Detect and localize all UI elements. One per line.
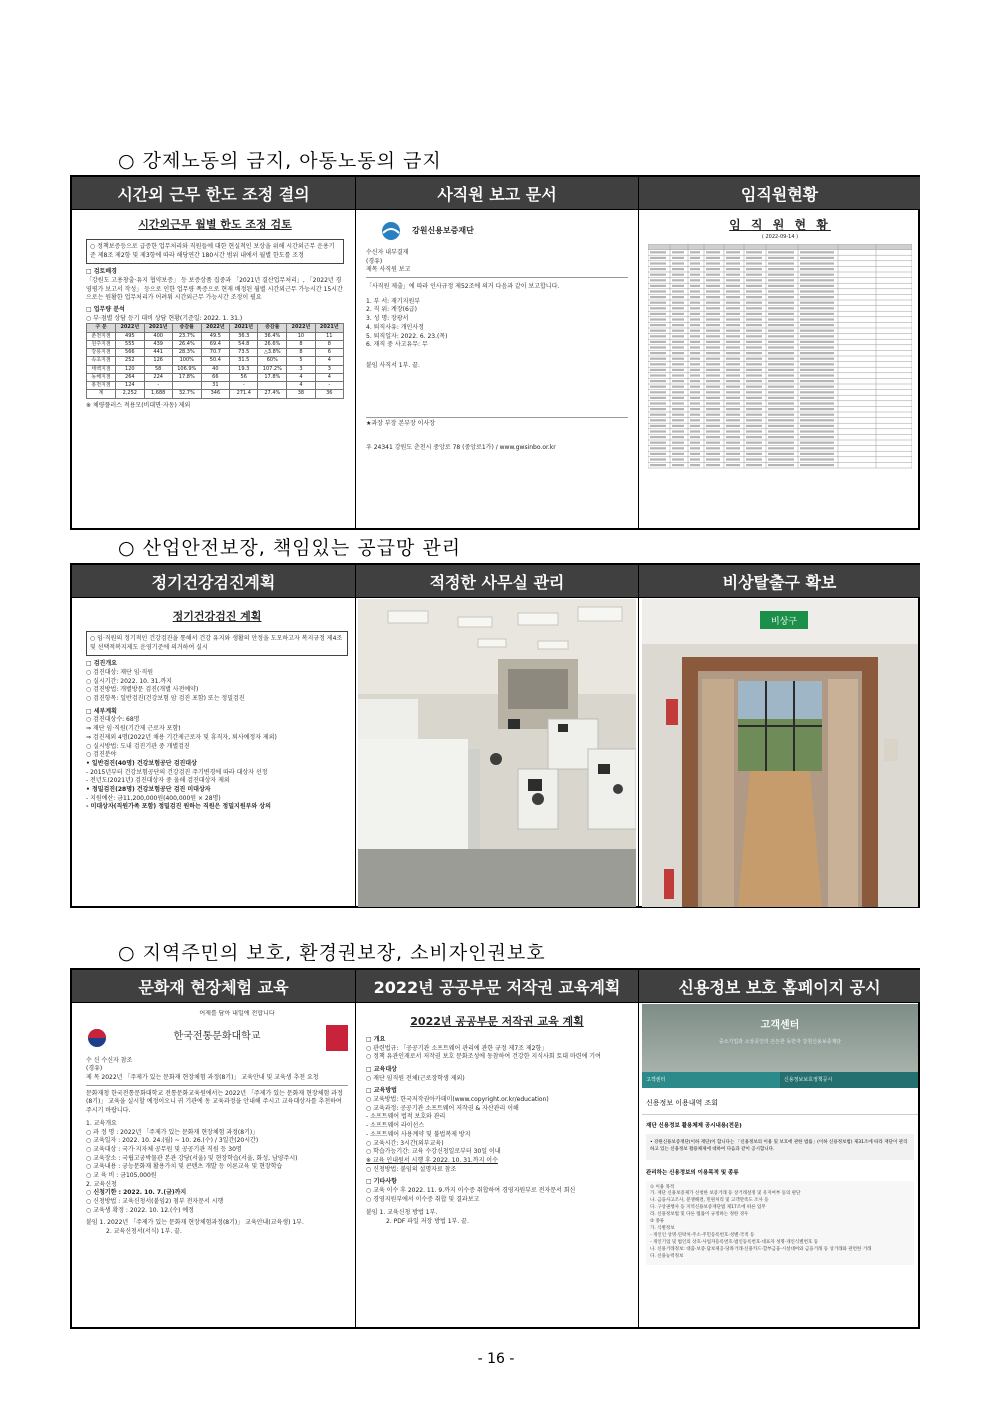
table-row	[87, 365, 344, 373]
table-cell: -	[230, 382, 258, 390]
table-cell: 4	[315, 373, 343, 381]
table-cell: 23.7%	[172, 332, 201, 340]
table-cell: 속초지점	[87, 357, 116, 365]
credit-line: 나. 신용거래정보: 대출·보증·담보제공·당좌거래·신용카드·할부금융·시설대여와 금융거래 등 상거래와 관련한 거래	[650, 1247, 872, 1253]
credit-nav-policy[interactable]: 신용정보보호정책공시	[780, 1072, 918, 1088]
copyright-s3-item: ○ 교육시간: 3시간(외부교육)	[366, 1139, 444, 1147]
evidence-table-1	[70, 175, 920, 530]
copyright-document	[366, 1014, 628, 1326]
overtime-title: 시간외근무 월별 한도 조정 검토	[138, 218, 292, 231]
credit-line: 가. 재단 신용보증제가 신청한 보증거래 등 상거래설정 및 유지여부 등의 판단	[650, 1191, 801, 1197]
copyright-s3-item: ○ 신청방법: 붙임의 설명자료 참조	[366, 1165, 457, 1173]
credit-line: 다. 신용능력정보	[650, 1254, 684, 1260]
table-cell: 강릉지점	[87, 349, 116, 357]
health-s2-item: - 전년도(2021년) 검진대상자 중 올해 검진대상자 제외	[86, 777, 230, 785]
table-header: 2022년	[116, 324, 144, 332]
culture-item: ○ 교육대상 : 국가·지자체 공무원 및 공공기관 직원 등 30명	[86, 1145, 242, 1153]
overtime-note: ※ 체량플러스 적용모(비대면·자동) 제외	[86, 401, 191, 409]
table-cell: 1,688	[144, 390, 172, 398]
table-cell: 58	[144, 365, 172, 373]
table-cell: 17.8%	[172, 373, 201, 381]
section-title-2: ○ 산업안전보장, 책임있는 공급망 관리	[118, 537, 462, 559]
health-s2-item: ○ 검진분야	[86, 751, 117, 759]
table-cell: 38	[287, 390, 315, 398]
overtime-document	[86, 217, 344, 525]
table-cell: 6	[315, 349, 343, 357]
health-s2-item: - 지원예산: 금11,200,000원(400,000원 × 28명)	[86, 794, 221, 802]
table-cell: 555	[116, 340, 144, 348]
resign-item: 5. 퇴직일자: 2022. 6. 23.(목)	[366, 332, 448, 340]
culture-item: ○ 교육내용 : 궁능문화재 활용가치 및 콘텐츠 개발 등 이론교육 및 현장학습	[86, 1163, 283, 1171]
table-cell: 27.4%	[258, 390, 287, 398]
overtime-s1: □ 검토배경	[86, 268, 117, 276]
credit-line: 다. 구상권행사 등 지역신용보증재단법 제17조에 따른 업무	[650, 1205, 766, 1211]
culture-item: 2. 교육신청	[86, 1180, 117, 1188]
credit-line: 가. 식별정보	[650, 1226, 675, 1232]
table-cell: 107.2%	[258, 365, 287, 373]
resign-signers: ★과장 부장 본부장 이사장	[366, 417, 628, 429]
table-row	[87, 340, 344, 348]
staff-roster-table	[648, 244, 912, 474]
table-cell: △3.8%	[258, 349, 287, 357]
table-header: 구 분	[87, 324, 116, 332]
table-cell: 73.5	[230, 349, 258, 357]
header-culture: 문화재 현장체험 교육	[72, 970, 355, 1002]
table-cell: 439	[144, 340, 172, 348]
credit-notice-box: • 강원신용보증재단(이하 재단)이 합니다는 「신용정보의 이용 및 보호에 관한 법률」(이하 신용정보법) 제31조에 따라 재단이 관리하고 있는 신용정보 활용체제에 대하여 다음과 같이 공시합니다.	[646, 1134, 914, 1160]
foundation-logo-icon	[378, 221, 404, 241]
table-cell: -	[315, 382, 343, 390]
resign-recipient: 수신자 내부결재	[366, 249, 409, 256]
table-cell: 36	[315, 390, 343, 398]
copyright-s3-item: ○ 교육방법: 한국저작권아카데미(www.copyright.or.kr/education)	[366, 1096, 549, 1104]
table-cell: 252	[116, 357, 144, 365]
table-cell: 66	[201, 373, 229, 381]
table-cell: 2,252	[116, 390, 144, 398]
credit-heading: 신용정보 이용내역 조회	[642, 1088, 918, 1115]
copyright-title: 2022년 공공부문 저작권 교육 계획	[410, 1015, 584, 1028]
exit-sign: 비상구	[770, 617, 798, 627]
copyright-s3-item: ○ 학습가능기간: 교육 수강신청일로부터 30일 이내	[366, 1148, 501, 1156]
copyright-s3-item: - 소프트웨어 법적 보호와 관리	[366, 1113, 446, 1121]
table-cell: 346	[201, 390, 229, 398]
copyright-s2-item: ○ 재단 임직원 전체(근로장학생 제외)	[366, 1074, 465, 1082]
overtime-table	[86, 323, 344, 398]
table-cell: 32.7%	[172, 390, 201, 398]
table-row	[87, 373, 344, 381]
header-office: 적정한 사무실 관리	[356, 565, 638, 597]
table-cell: 56	[230, 373, 258, 381]
table-cell: 춘천지점	[87, 332, 116, 340]
credit-h2: 관리하는 신용정보의 이용목적 및 종류	[646, 1169, 739, 1176]
table-header: 증감률	[172, 324, 201, 332]
credit-banner	[642, 1004, 918, 1072]
culture-item: ○ 교 육 비 : 금105,000원	[86, 1171, 157, 1179]
header-resign: 사직원 보고 문서	[356, 177, 638, 209]
table-header: 2022년	[201, 324, 229, 332]
culture-item: ○ 과 정 명 : 2022년 「주제가 있는 문화재 현장체험 과정(8기)」	[86, 1128, 259, 1136]
table-cell	[172, 382, 201, 390]
table-cell: 224	[144, 373, 172, 381]
resign-intro: 「사직원 제출」에 따라 인사규정 제52조에 의거 다음과 같이 보고합니다.	[366, 283, 560, 291]
staff-title: 임 직 원 현 황	[729, 218, 831, 232]
table-cell: 8	[287, 349, 315, 357]
credit-homepage-screenshot	[642, 1004, 918, 1328]
gov-logo-icon	[86, 1027, 108, 1049]
resign-item: 4. 퇴직사유: 개인사정	[366, 323, 424, 331]
culture-school: 한국전통문화대학교	[173, 1031, 261, 1043]
table-cell: 106.9%	[172, 365, 201, 373]
health-s1-item: ○ 검진방법: 개별방문 검진(개별 사전예약)	[86, 686, 199, 694]
overtime-s1-body: 「강원도 고용창출·유지 협약보증」 등 보증상품 집중과 「2021년 결산업무처리」, 「2022년 경영평가 보고서 작성」 등으로 인한 업무량 폭증으로 현재 배정된 월별 시간외근무 가능시간 15시간으로는 원활한 업무처리가 어려워 시간외근무 가능시간 조정이 필요	[86, 277, 343, 302]
culture-attach: 붙임 1. 2022년 「주제가 있는 문화재 현장체험과정(8기)」 교육안내(교육생) 1부.	[86, 1219, 304, 1227]
credit-nav-customer[interactable]: 고객센터	[642, 1072, 780, 1088]
copyright-s4-item: ○ 경영지원부에서 이수증 취합 및 결과보고	[366, 1195, 480, 1203]
table-cell: 36.4%	[258, 332, 287, 340]
health-s2-item: ○ 실시방법: 도내 검진기관 중 개별검진	[86, 742, 190, 750]
table-cell: -	[144, 382, 172, 390]
copyright-s3-item: ○ 교육과정: 공공기관 소프트웨어 저작권 & 자산관리 이해	[366, 1104, 519, 1112]
culture-top: 어제를 담아 내일에 전합니다	[199, 1010, 275, 1017]
table-cell: 100%	[172, 357, 201, 365]
table-cell: 홍천지점	[87, 382, 116, 390]
table-cell: 17.8%	[258, 373, 287, 381]
health-s2-item: - 2015년부터 건강보험공단의 건강검진 주기변경에 따라 대상자 선정	[86, 768, 268, 776]
staff-date: ( 2022-09-14 )	[761, 234, 799, 241]
health-s1: □ 검진개요	[86, 660, 117, 668]
health-s2-item: - 미대상자(직원가족 포함) 정밀검진 원하는 직원은 정밀지원부와 상의	[86, 803, 271, 811]
header-exit: 비상탈출구 확보	[639, 565, 920, 597]
copyright-s4: □ 기타사항	[366, 1178, 397, 1186]
copyright-s1: □ 개요	[366, 1035, 386, 1043]
table-cell: 50.4	[201, 357, 229, 365]
copyright-s3-item: ※ 교육 인내원서 시행 후 2022. 10. 31.까지 이수	[366, 1156, 498, 1164]
health-document	[86, 609, 348, 905]
health-s1-item: ○ 검진항목: 일반검진(건강보험 암 검진 포함) 또는 정밀검진	[86, 695, 245, 703]
table-cell: 495	[116, 332, 144, 340]
table-header: 증감률	[258, 324, 287, 332]
table-cell: 69.4	[201, 340, 229, 348]
header-copyright: 2022년 공공부문 저작권 교육계획	[356, 970, 638, 1002]
table-cell: 26.4%	[172, 340, 201, 348]
table-row	[87, 357, 344, 365]
health-summary-box: ○ 임·직원의 정기적인 건강검진을 통해서 건강 유지와 생활의 안정을 도모하고자 복지규정 제4조 및 선택적복지제도 운영기준에 의거하여 실시	[86, 631, 348, 656]
copyright-s1-item: ○ 관련법규: 「공공기관 소프트웨어 관리에 관한 규정 제7조 제2항」	[366, 1044, 548, 1052]
credit-line: 나. 금융사고조사, 분쟁해결, 민원처리 및 고객만족도 조사 등	[650, 1198, 769, 1204]
credit-line: - 개인인 상명·연락처·주소·주민등록번호·성별·국적 등	[650, 1233, 755, 1239]
health-s2-item: ○ 검진대상수: 68명	[86, 716, 140, 724]
table-cell: 36.3	[230, 332, 258, 340]
resign-item: 6. 재직 중 사고유무: 무	[366, 341, 428, 349]
culture-document	[86, 1010, 348, 1326]
evidence-table-2	[70, 563, 920, 908]
culture-recipient: 수 신 수신자 참조	[86, 1056, 133, 1064]
table-cell: 태백지점	[87, 365, 116, 373]
table-cell: 28.3%	[172, 349, 201, 357]
table-cell: 3	[287, 365, 315, 373]
copyright-s3-item: - 소프트웨어 사용계약 및 불법복제 방지	[366, 1130, 471, 1138]
resign-attach: 붙임 사직서 1부. 끝.	[366, 361, 420, 369]
table-cell: 3	[315, 365, 343, 373]
overtime-summary-box: ○ 정책보증등으로 급증한 업무처리와 직원들에 대한 현실적인 보상을 위해 시간외근무 운용기준 제8조 제2항 및 제3항에 따라 해당연간 180시간 범위 내에서 월별 한도를 조정	[86, 239, 344, 264]
table-cell: 19.3	[230, 365, 258, 373]
table-cell: 271.4	[230, 390, 258, 398]
resign-org: 강원신용보증재단	[412, 226, 474, 236]
credit-line: 라. 신용정보법 및 다른 법률이 규정하는 정한 경우	[650, 1212, 749, 1218]
table-cell: 264	[116, 373, 144, 381]
copyright-s1-item: ○ 정책 유관인재로서 저작권 보호 문화조성에 동참하여 건강한 지식사회 토대 마련에 기여	[366, 1053, 601, 1061]
table-cell: 400	[144, 332, 172, 340]
table-row	[87, 390, 344, 398]
table-row	[87, 349, 344, 357]
header-health: 정기건강검진계획	[72, 565, 355, 597]
copyright-s3-item: - 소프트웨어 라이선스	[366, 1122, 425, 1130]
copyright-s4-item: ○ 교육 이수 후 2022. 11. 9.까지 이수증 취합하여 경영지원부로 전자문서 회신	[366, 1186, 576, 1194]
copyright-s2: □ 교육대상	[366, 1066, 397, 1073]
copyright-s3: □ 교육방법	[366, 1087, 397, 1095]
evidence-table-3	[70, 968, 920, 1329]
table-header: 2021년	[315, 324, 343, 332]
health-s2-item: • 정밀검진(28명) 건강보험공단 검진 미대상자	[86, 785, 211, 793]
culture-item: 1. 교육개요	[86, 1119, 117, 1127]
culture-item: ○ 교육장소 : 국립고궁박물관 본관 강당(서울) 및 현장학습(서울, 화성, 남양주시)	[86, 1154, 298, 1162]
table-cell: 26.6%	[258, 340, 287, 348]
header-overtime: 시간외 근무 한도 조정 결의	[72, 177, 355, 209]
table-header: 2021년	[144, 324, 172, 332]
table-header: 2022년	[287, 324, 315, 332]
overtime-s2-sub: ○ 부·점별 상담 등기 대비 상담 현황(기준일: 2022. 1. 31.)	[86, 314, 243, 322]
health-s1-item: ○ 실시기간: 2022. 10. 31.까지	[86, 677, 172, 685]
staff-document	[648, 217, 912, 525]
table-row	[87, 382, 344, 390]
header-credit: 신용정보 보호 홈페이지 공시	[639, 970, 920, 1002]
credit-h1: 재단 신용정보 활용체제 공시내용(전문)	[646, 1123, 742, 1129]
table-cell: 126	[144, 357, 172, 365]
health-title: 정기건강검진 계획	[172, 610, 262, 623]
table-header: 2021년	[230, 324, 258, 332]
culture-subject: 제 목 2022년 「주제가 있는 문화재 현장체험 과정(8기)」 교육안내 및 교육생 추천 요청	[86, 1074, 348, 1086]
resign-subject: 제목 사직원 보고	[366, 266, 628, 278]
table-cell: 원주지점	[87, 340, 116, 348]
page-number: - 16 -	[477, 1351, 515, 1367]
credit-details	[646, 1181, 914, 1266]
culture-body: 문화재청 한국전통문화대학교 전통문화교육원에서는 2022년 「주제가 있는 문화재 현장체험 과정(8기)」 교육을 실시할 예정이오니 귀 기관에 동 교육과정을 안내해 주시고 교육대상자를 추천하여 주시기 바랍니다.	[86, 1089, 343, 1115]
section-title-1: ○ 강제노동의 금지, 아동노동의 금지	[118, 150, 442, 172]
table-cell: 31	[201, 382, 229, 390]
table-cell: 10	[287, 332, 315, 340]
culture-item: ○ 신청기한 : 2022. 10. 7.(금)까지	[86, 1189, 187, 1197]
culture-item: ○ 신청방법 : 교육신청서(붙임2) 첨부 전자문서 시행	[86, 1198, 224, 1205]
culture-item: ○ 교육일자 : 2022. 10. 24.(월) ~ 10. 26.(수) / 3일간(20시간)	[86, 1137, 259, 1145]
resign-via: (경유)	[366, 257, 383, 265]
table-cell: 40	[201, 365, 229, 373]
table-cell: 54.8	[230, 340, 258, 348]
table-cell: 70.7	[201, 349, 229, 357]
office-photo	[358, 599, 636, 907]
overtime-s2: □ 업무량 분석	[86, 306, 125, 314]
table-cell: 120	[116, 365, 144, 373]
resign-item: 2. 직 위: 계장(6급)	[366, 306, 417, 314]
table-cell: 31.5	[230, 357, 258, 365]
emergency-exit-photo	[642, 599, 918, 907]
table-cell: 566	[116, 349, 144, 357]
table-cell: 8	[315, 340, 343, 348]
culture-item: ○ 교육생 확정 : 2022. 10. 12.(수) 예정	[86, 1206, 194, 1214]
resign-item: 3. 성 명: 장광서	[366, 315, 409, 323]
table-row	[87, 332, 344, 340]
table-cell: 동해지점	[87, 373, 116, 381]
credit-line: - 개인기업 및 법인의 상호·사업자등록번호·법인등록번호·대표자 성명·개인식별번호 등	[650, 1240, 819, 1246]
table-cell: 441	[144, 349, 172, 357]
credit-banner-title: 고객센터	[760, 1020, 800, 1031]
copyright-attach-2: 2. PDF 파일 저장 방법 1부. 끝.	[386, 1218, 469, 1225]
health-s2: □ 세부계획	[86, 707, 117, 715]
credit-banner-sub: 중소기업과 소상공인의 든든한 동반자 강원신용보증재단	[718, 1039, 842, 1045]
copyright-attach: 붙임 1. 교육신청 방법 1부.	[366, 1209, 438, 1217]
table-cell: 8	[287, 340, 315, 348]
resign-address: 우 24341 강원도 춘천시 중앙로 78 (중앙로1가) / www.gwsinbo.or.kr	[366, 444, 556, 452]
table-cell: 60%	[258, 357, 287, 365]
table-cell: 11	[315, 332, 343, 340]
table-cell: 계	[87, 390, 116, 398]
credit-line: ② 종류	[650, 1219, 665, 1225]
resign-item: 1. 부 서: 재기지원부	[366, 297, 421, 305]
table-cell: 124	[116, 382, 144, 390]
table-cell: 4	[315, 357, 343, 365]
table-cell: 49.5	[201, 332, 229, 340]
resignation-document	[366, 217, 628, 525]
section-title-3: ○ 지역주민의 보호, 환경권보장, 소비자인권보호	[118, 942, 546, 964]
culture-attach-2: 2. 교육신청서(서식) 1부. 끝.	[106, 1228, 182, 1236]
table-cell: 4	[287, 373, 315, 381]
health-s1-item: ○ 검진대상: 재단 임·직원	[86, 669, 154, 676]
health-s2-item: • 일반검진(40명) 건강보험공단 검진대상	[86, 759, 197, 767]
table-cell: 4	[287, 382, 315, 390]
table-cell	[258, 382, 287, 390]
credit-line: ① 이용 목적	[650, 1184, 675, 1190]
school-logo-icon	[326, 1025, 348, 1051]
header-staff: 임직원현황	[639, 177, 920, 209]
health-s2-item: ⇒ 검진제외 4명(2022년 채용 기간제근로자 및 휴직자, 퇴사예정자 제외)	[86, 733, 277, 741]
health-s2-item: ⇒ 재단 임·직원(기간제 근로자 포함)	[86, 725, 181, 733]
culture-via: (경유)	[86, 1065, 103, 1073]
table-cell: 5	[287, 357, 315, 365]
